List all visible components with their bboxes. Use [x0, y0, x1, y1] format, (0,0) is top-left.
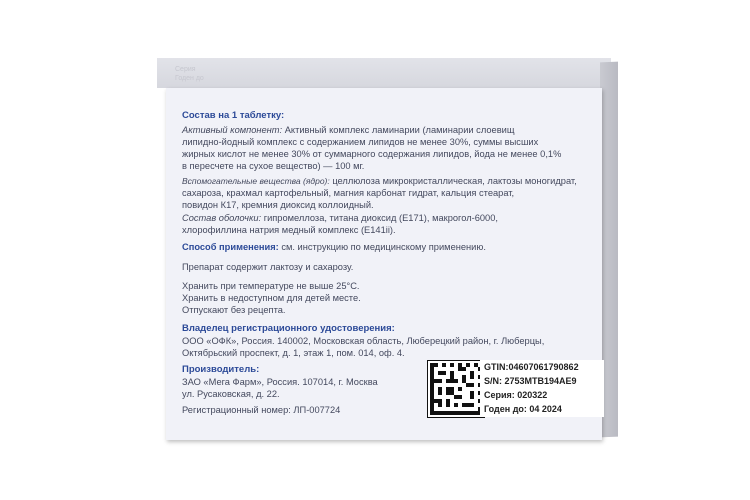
- excipients-line: Вспомогательные вещества (ядро): целлюлоза микрокристаллическая, лактозы моногидрат,: [182, 176, 577, 186]
- datamatrix-code: [428, 361, 484, 417]
- faint-label: Серия: [175, 66, 196, 73]
- excipients-line: сахароза, крахмал картофельный, магния карбонат гидрат, кальция стеарат,: [182, 188, 515, 198]
- storage-line: Хранить в недоступном для детей месте.: [182, 293, 361, 303]
- lactose-note: Препарат содержит лактозу и сахарозу.: [182, 262, 354, 272]
- excipients-line: повидон К17, кремния диоксид коллоидный.: [182, 200, 374, 210]
- active-line: в пересчете на сухое вещество) — 100 мг.: [182, 161, 365, 171]
- active-line: липидно-йодный комплекс с содержанием липидов не менее 30%, суммы высших: [182, 137, 539, 147]
- holder-line: ООО «ОФК», Россия. 140002, Московская область, Люберецкий район, г. Люберцы,: [182, 336, 545, 346]
- faint-label: Годен до: [175, 75, 204, 82]
- registration-number: Регистрационный номер: ЛП-007724: [182, 405, 341, 415]
- composition-heading: Состав на 1 таблетку:: [182, 110, 285, 121]
- shell-line: Состав оболочки: гипромеллоза, титана диоксид (Е171), макрогол-6000,: [182, 213, 498, 223]
- active-line: жирных кислот не менее 30% от суммарного содержания липидов, йода не менее 0,1%: [182, 149, 562, 159]
- holder-line: Октябрьский проспект, д. 1, этаж 1, пом. 014, оф. 4.: [182, 348, 405, 358]
- storage-line: Отпускают без рецепта.: [182, 305, 286, 315]
- manufacturer-line: ул. Русаковская, д. 22.: [182, 389, 280, 399]
- holder-heading: Владелец регистрационного удостоверения:: [182, 323, 395, 334]
- box-top-edge: [157, 58, 611, 88]
- manufacturer-heading: Производитель:: [182, 364, 260, 375]
- expiry-text: Годен до: 04 2024: [484, 404, 562, 414]
- batch-code-label: [480, 360, 604, 417]
- gtin-text: GTIN:04607061790862: [484, 362, 579, 372]
- shell-line: хлорофиллина натрия медный комплекс (Е141ii).: [182, 225, 396, 235]
- storage-line: Хранить при температуре не выше 25°С.: [182, 281, 360, 291]
- batch-text: Серия: 020322: [484, 390, 548, 400]
- serial-text: S/N: 2753MTB194AE9: [484, 376, 577, 386]
- active-line: Активный компонент: Активный комплекс ламинарии (ламинарии слоевищ: [182, 125, 515, 135]
- manufacturer-line: ЗАО «Мега Фарм», Россия. 107014, г. Москва: [182, 377, 378, 387]
- usage-line: Способ применения: см. инструкцию по медицинскому применению.: [182, 242, 486, 252]
